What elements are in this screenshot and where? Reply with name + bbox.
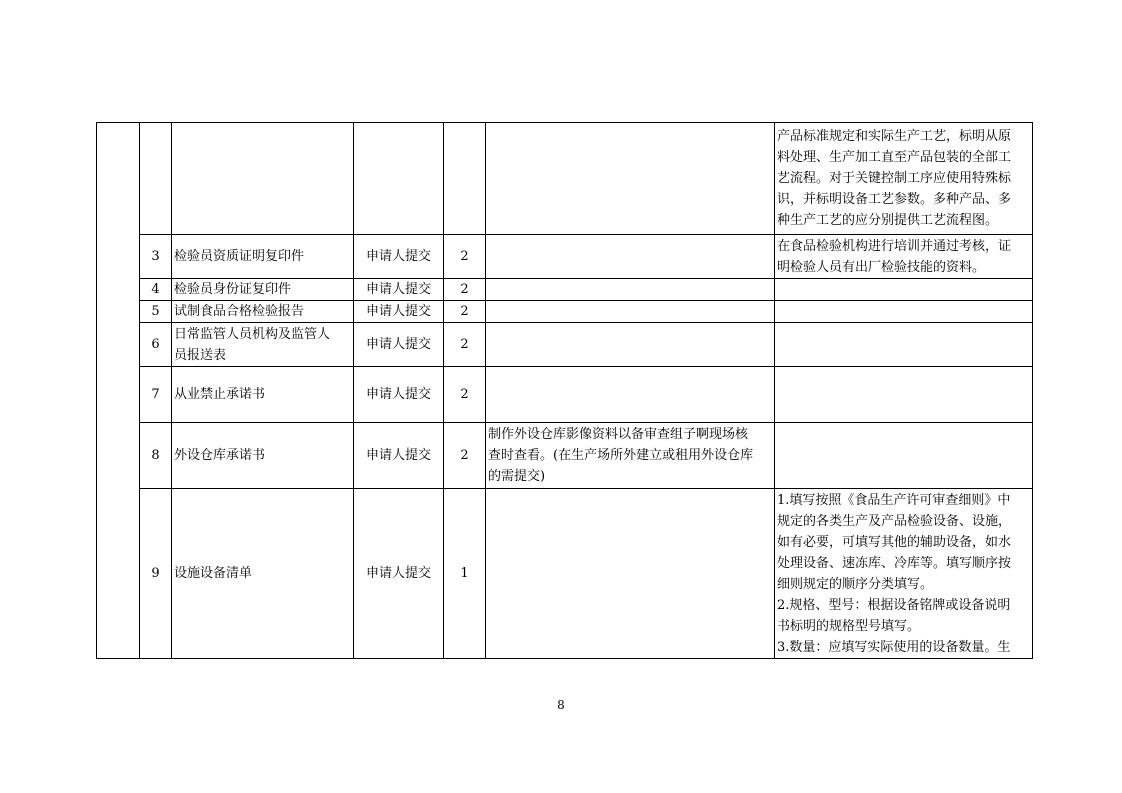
remark-cell (486, 123, 775, 235)
table-row (97, 423, 1033, 489)
submitter: 申请人提交 (354, 279, 444, 301)
requirement-line: 艺流程。对于关键控制工序应使用特殊标 (777, 171, 1012, 186)
remark-cell (486, 323, 775, 367)
submitter: 申请人提交 (354, 235, 444, 279)
table-body (97, 123, 1033, 659)
material-name-line: 设施设备清单 (174, 566, 253, 581)
remark-cell (486, 235, 775, 279)
material-name (172, 423, 354, 489)
remark-line: 查时查看。(在生产场所外建立或租用外设仓库 (488, 448, 754, 463)
remark-cell (486, 367, 775, 423)
requirement-cell (775, 235, 1033, 279)
requirement-line: 2.规格、型号：根据设备铭牌或设备说明 (777, 597, 1011, 613)
remark-line: 的需提交) (488, 469, 546, 484)
material-name-line: 从业禁止承诺书 (174, 387, 266, 402)
requirement-line: 产品标准规定和实际生产工艺，标明从原 (777, 129, 1012, 144)
material-name (172, 367, 354, 423)
submitter: 申请人提交 (354, 423, 444, 489)
requirement-line: 书标明的规格型号填写。 (777, 618, 921, 634)
material-name (172, 235, 354, 279)
requirement-cell (775, 279, 1033, 301)
table-row (97, 235, 1033, 279)
material-name (172, 279, 354, 301)
copy-count: 2 (444, 279, 486, 301)
requirement-line: 规定的各类生产及产品检验设备、设施， (777, 513, 1012, 529)
submitter: 申请人提交 (354, 301, 444, 323)
table-row (97, 489, 1033, 659)
material-name-line: 检验员资质证明复印件 (174, 249, 305, 264)
material-name-line: 日常监管人员机构及监管人 (174, 326, 331, 342)
requirement-line: 处理设备、速冻库、冷库等。填写顺序按 (777, 555, 1012, 571)
row-number (140, 123, 172, 235)
requirement-cell (775, 301, 1033, 323)
requirement-line: 细则规定的顺序分类填写。 (777, 576, 934, 592)
material-name-line: 外设仓库承诺书 (174, 448, 266, 463)
copy-count: 2 (444, 423, 486, 489)
material-name (172, 301, 354, 323)
copy-count: 1 (444, 489, 486, 659)
table-row (97, 367, 1033, 423)
submitter: 申请人提交 (354, 367, 444, 423)
document-table (96, 122, 1033, 659)
requirement-cell (775, 367, 1033, 423)
row-number: 8 (140, 423, 172, 489)
row-number: 4 (140, 279, 172, 301)
requirement-line: 3.数量：应填写实际使用的设备数量。生 (777, 639, 1011, 655)
requirement-line: 如有必要，可填写其他的辅助设备，如水 (777, 534, 1012, 550)
submitter (354, 123, 444, 235)
submitter: 申请人提交 (354, 489, 444, 659)
page-number: 8 (557, 698, 565, 712)
material-name (172, 323, 354, 367)
row-number: 6 (140, 323, 172, 367)
row-number: 3 (140, 235, 172, 279)
requirement-line: 在食品检验机构进行培训并通过考核，证 (777, 238, 1012, 254)
remark-cell (486, 489, 775, 659)
row-number: 5 (140, 301, 172, 323)
table-row (97, 279, 1033, 301)
copy-count: 2 (444, 323, 486, 367)
requirement-line: 明检验人员有出厂检验技能的资料。 (777, 259, 986, 275)
requirement-cell (775, 323, 1033, 367)
copy-count: 2 (444, 235, 486, 279)
material-name (172, 123, 354, 235)
requirement-cell (775, 123, 1033, 235)
row-number: 7 (140, 367, 172, 423)
requirement-line: 料处理、生产加工直至产品包装的全部工 (777, 150, 1012, 165)
row-number: 9 (140, 489, 172, 659)
remark-cell (486, 279, 775, 301)
requirement-line: 识，并标明设备工艺参数。多种产品、多 (777, 192, 1012, 207)
material-name-line: 试制食品合格检验报告 (174, 304, 305, 319)
copy-count (444, 123, 486, 235)
table-row (97, 323, 1033, 367)
material-name-line: 检验员身份证复印件 (174, 282, 292, 297)
requirement-cell (775, 423, 1033, 489)
requirement-line: 种生产工艺的应分别提供工艺流程图。 (777, 213, 999, 228)
table-row (97, 301, 1033, 323)
material-name-line: 员报送表 (174, 347, 227, 363)
requirement-line: 1.填写按照《食品生产许可审查细则》中 (777, 492, 1011, 508)
copy-count: 2 (444, 301, 486, 323)
submitter: 申请人提交 (354, 323, 444, 367)
requirement-cell (775, 489, 1033, 659)
table-row (97, 123, 1033, 235)
material-name (172, 489, 354, 659)
remark-cell (486, 423, 775, 489)
remark-cell (486, 301, 775, 323)
copy-count: 2 (444, 367, 486, 423)
category-cell (97, 123, 140, 659)
remark-line: 制作外设仓库影像资料以备审查组子啊现场核 (488, 427, 749, 442)
